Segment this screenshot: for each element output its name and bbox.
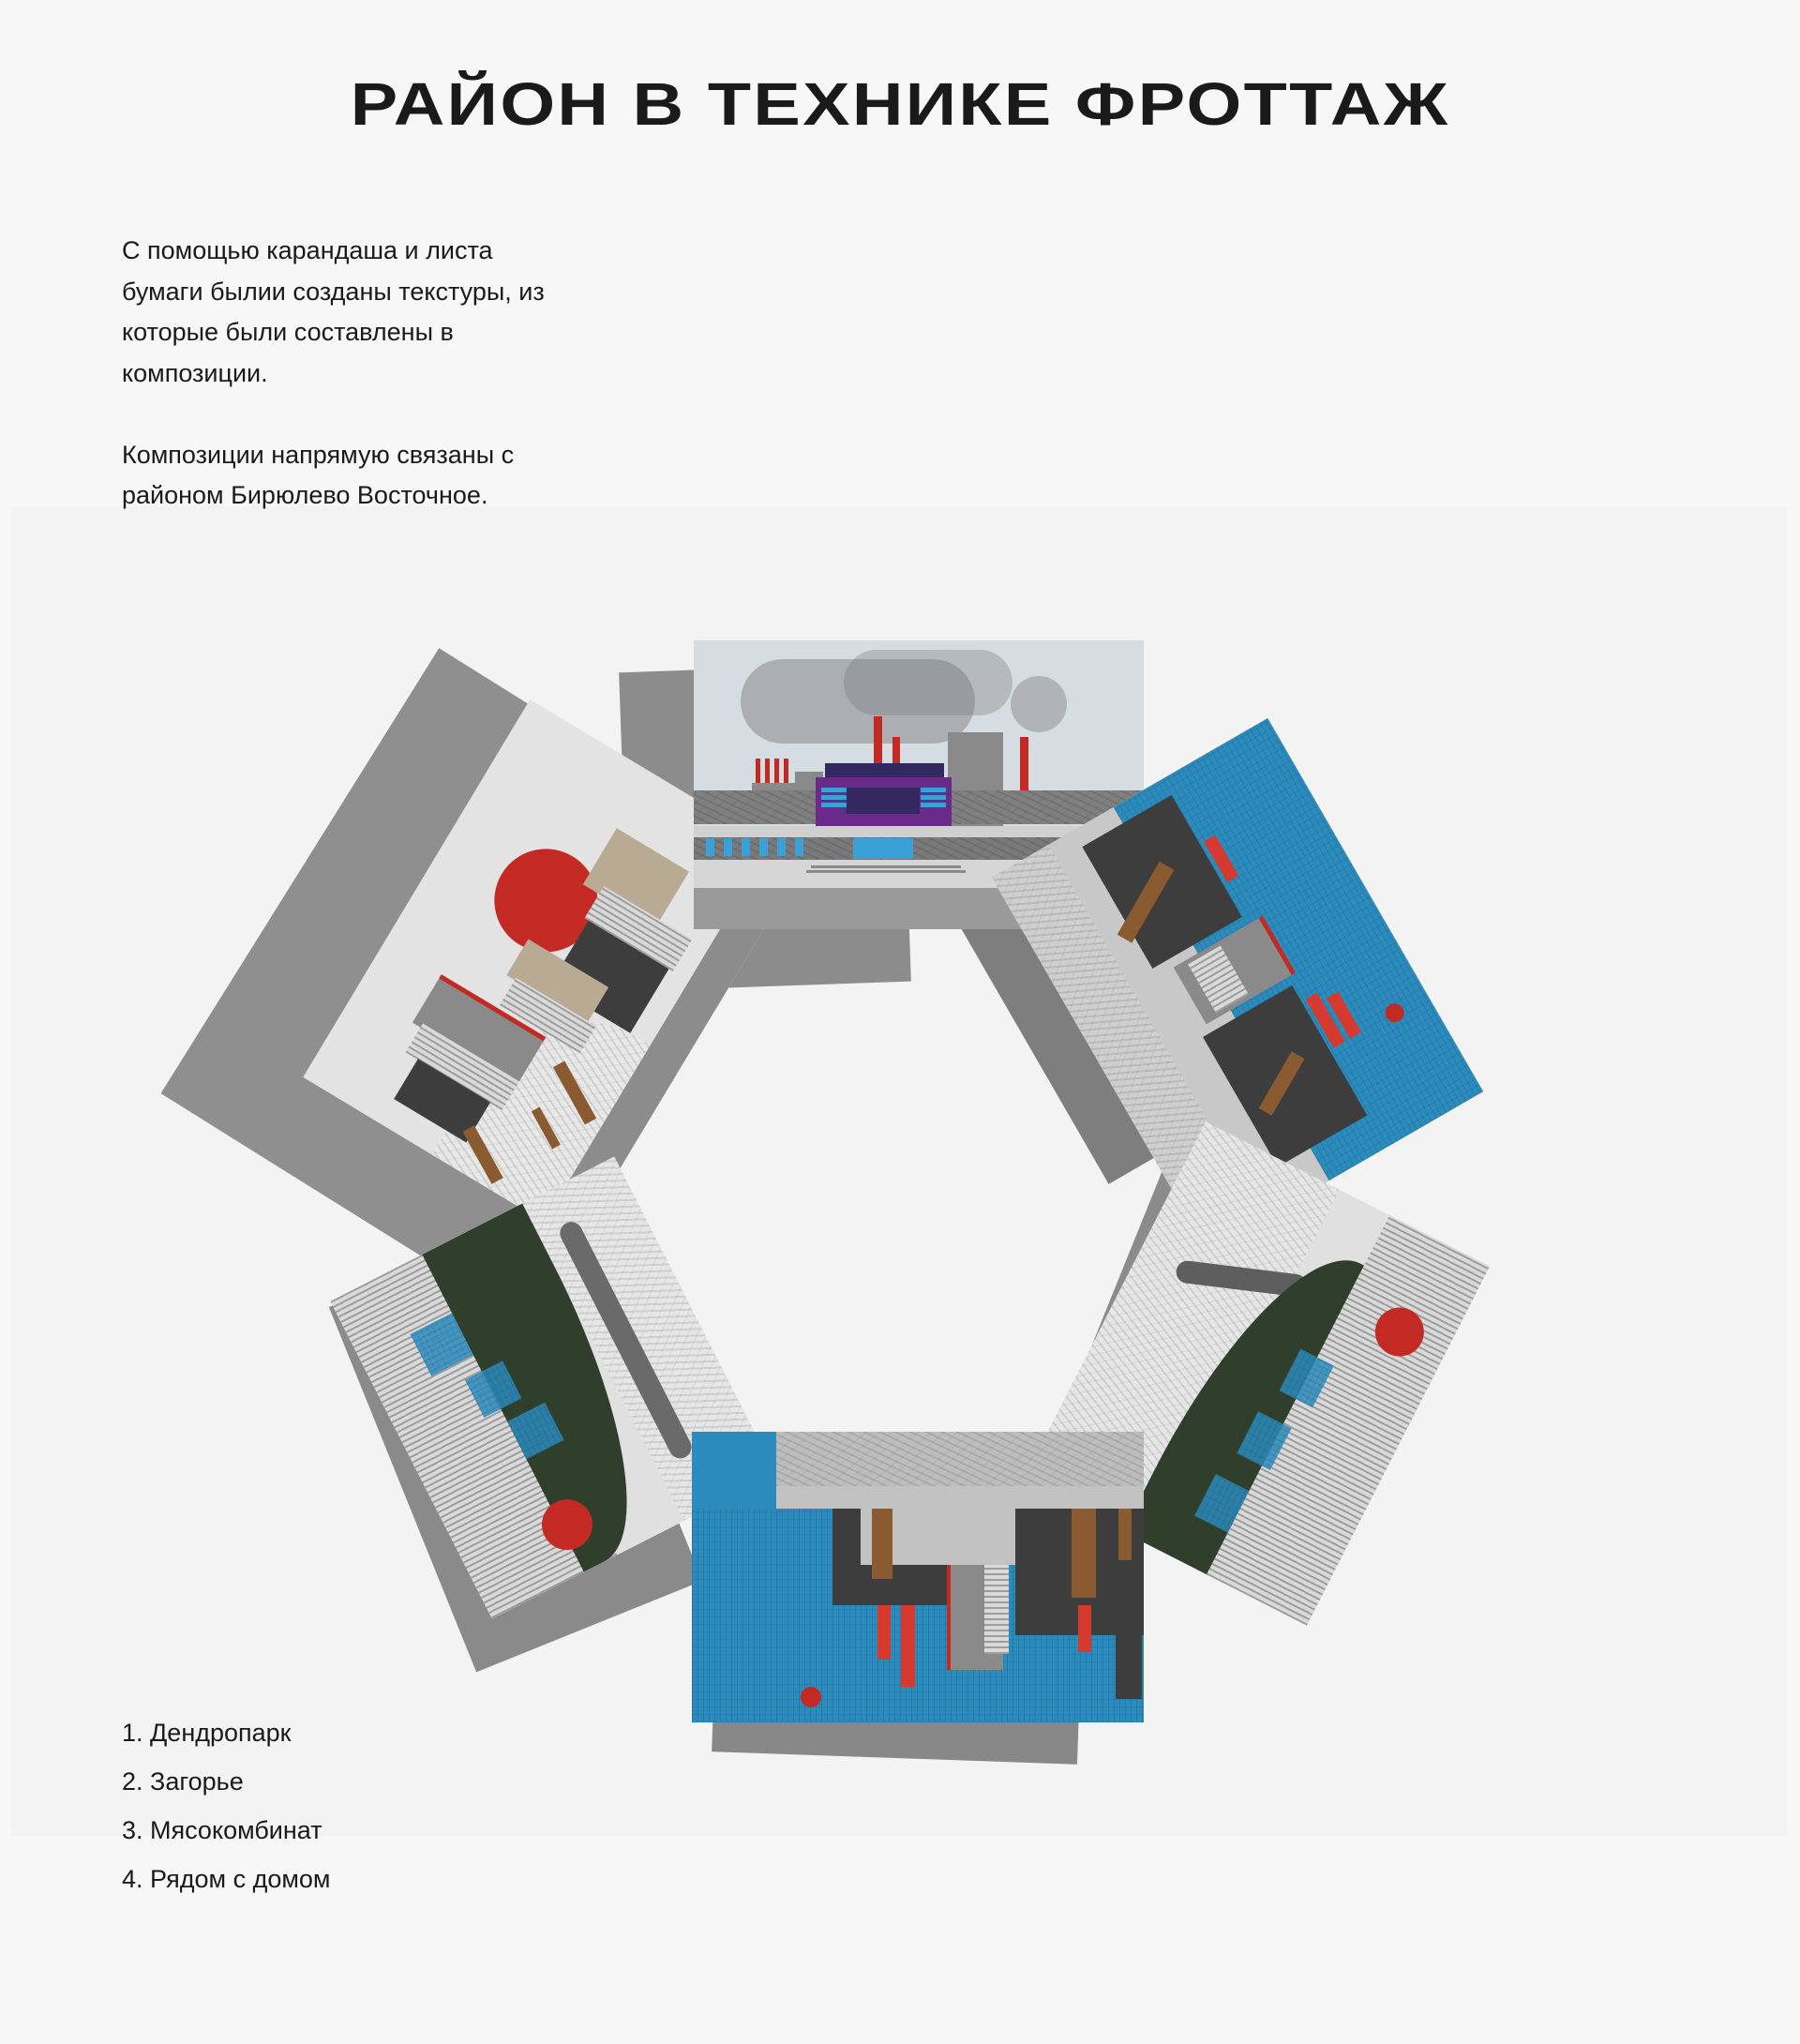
root-icon — [872, 1509, 892, 1579]
intro-paragraph-1: С помощью карандаша и листа бумаги былии созданы текстуры, из которые были составлены в композиции. — [122, 236, 545, 387]
window-stripe — [821, 803, 847, 807]
intro-text — [122, 231, 562, 517]
column-dark — [1116, 1605, 1142, 1699]
window-stripe — [921, 795, 946, 800]
platform — [776, 1486, 1144, 1509]
legend-item: 4. Рядом с домом — [122, 1865, 331, 1893]
card-bottom — [692, 1432, 1144, 1722]
red-bar — [1078, 1605, 1091, 1652]
chimney-tall — [874, 716, 882, 768]
intro-paragraph-2: Композиции напрямую связаны с районом Бирюлево Восточное. — [122, 440, 515, 509]
step-line — [811, 865, 961, 868]
root-icon — [1118, 1509, 1132, 1560]
root-icon — [1072, 1509, 1096, 1598]
page-title: РАЙОН В ТЕХНИКЕ ФРОТТАЖ — [350, 70, 1450, 138]
column-textured — [984, 1565, 1009, 1654]
legend-item: 2. Загорье — [122, 1767, 244, 1796]
chimney — [784, 759, 788, 785]
blue-windows — [706, 838, 809, 856]
window-stripe — [821, 788, 847, 792]
chimney — [774, 759, 779, 785]
purple-building — [816, 777, 952, 826]
legend-list — [122, 1708, 331, 1903]
red-bar — [901, 1605, 915, 1687]
legend-item: 3. Мясокомбинат — [122, 1816, 322, 1844]
window-stripe — [821, 795, 847, 800]
red-dot — [801, 1687, 821, 1707]
chimney — [756, 759, 760, 785]
smoke-cloud — [844, 650, 1012, 715]
frottage-band — [776, 1432, 1144, 1486]
purple-roof — [825, 763, 944, 777]
legend-item: 1. Дендропарк — [122, 1719, 292, 1747]
window-stripe — [921, 788, 946, 792]
red-bar — [878, 1605, 891, 1660]
window-stripe — [921, 803, 946, 807]
chimney — [765, 759, 770, 785]
step-line — [806, 870, 966, 873]
window-panel — [847, 788, 920, 814]
chimney-right — [1020, 737, 1028, 791]
entrance — [853, 838, 913, 859]
smoke-cloud-small — [1011, 676, 1067, 732]
